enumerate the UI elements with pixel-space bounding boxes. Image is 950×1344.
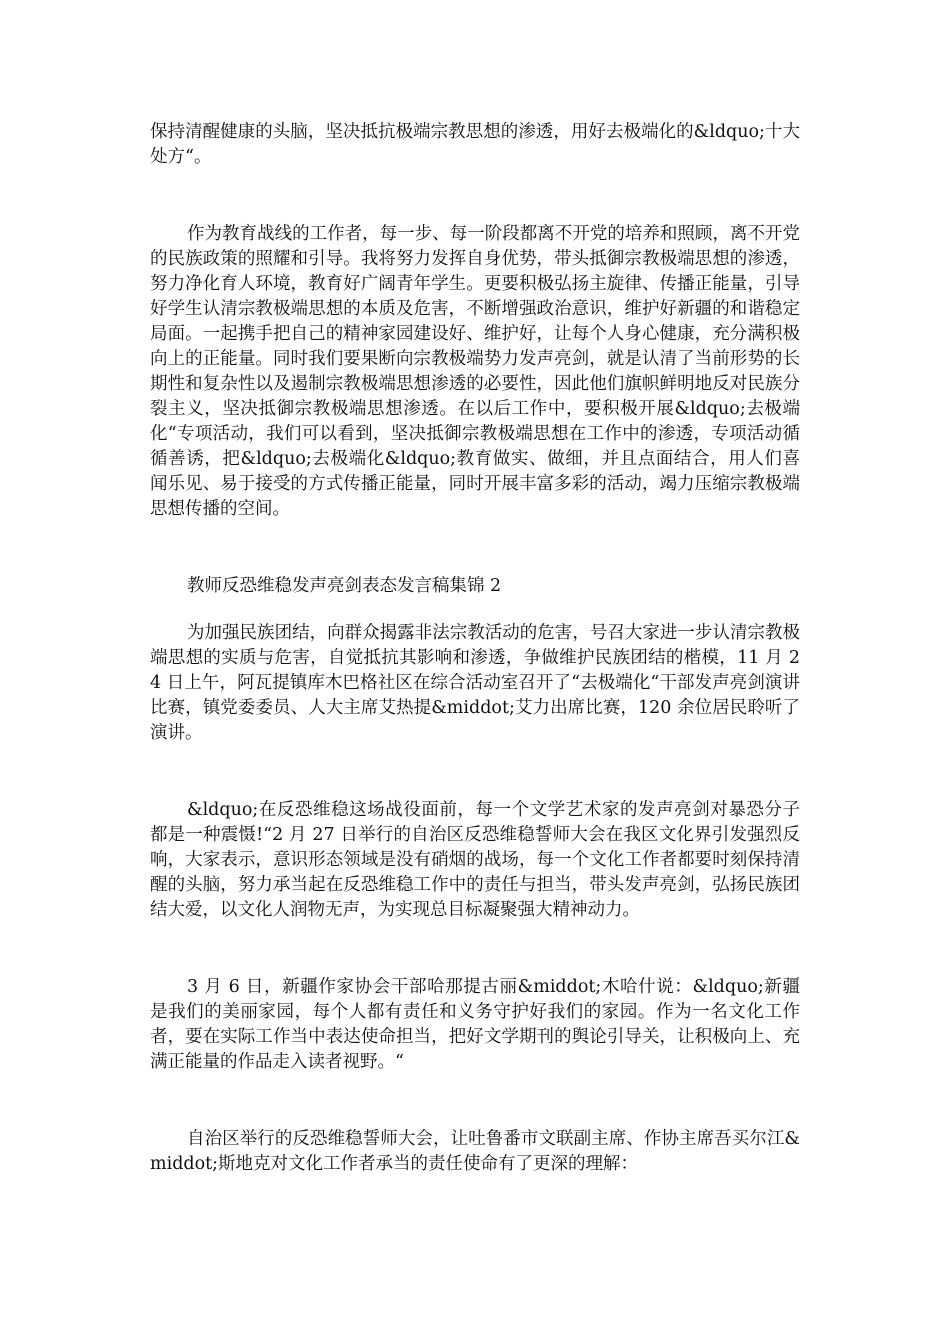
paragraph-2: 作为教育战线的工作者，每一步、每一阶段都离不开党的培养和照顾，离不开党的民族政策的照耀和引导。我将努力发挥自身优势，带头抵御宗教极端思想的渗透，努力净化育人环境，教育好广阔青年学生。更要积极弘扬主旋律、传播正能量，引导好学生认清宗教极端思想的本质及危害，不断增强政治意识，维护好新疆的和谐稳定局面。一起携手把自己的精神家园建设好、维护好，让每个人身心健康，充分满积极向上的正能量。同时我们要果断向宗教极端势力发声亮剑，就是认清了当前形势的长期性和复杂性以及遏制宗教极端思想渗透的必要性，因此他们旗帜鲜明地反对民族分裂主义，坚决抵御宗教极端思想渗透。在以后工作中，要积极开展&ldquo;去极端化“专项活动，我们可以看到，坚决抵御宗教极端思想在工作中的渗透，专项活动循循善诱，把&ldquo;去极端化&ldquo;教育做实、做细，并且点面结合，用人们喜闻乐见、易于接受的方式传播正能量，同时开展丰富多彩的活动，竭力压缩宗教极端思想传播的空间。 xyxy=(150,224,800,519)
paragraph-3: 为加强民族团结，向群众揭露非法宗教活动的危害，号召大家进一步认清宗教极端思想的实质与危害，自觉抵抗其影响和渗透，争做维护民族团结的楷模，11 月 24 日上午，阿瓦提镇库木巴格社区在综合活动室召开了“去极端化“干部发声亮剑演讲比赛，镇党委委员、人大主席艾热提&middot;艾力出席比赛，120 余位居民聆听了演讲。 xyxy=(150,623,800,743)
paragraph-5: 3 月 6 日，新疆作家协会干部哈那提古丽&middot;木哈什说：&ldquo;新疆是我们的美丽家园，每个人都有责任和义务守护好我们的家园。作为一名文化工作者，要在实际工作当中表达使命担当，把好文学期刊的舆论引导关，让积极向上、充满正能量的作品走入读者视野。“ xyxy=(150,977,800,1072)
paragraph-4: &ldquo;在反恐维稳这场战役面前，每一个文学艺术家的发声亮剑对暴恐分子都是一种震慑!“2 月 27 日举行的自治区反恐维稳誓师大会在我区文化界引发强烈反响，大家表示，意识形态领域是没有硝烟的战场，每一个文化工作者都要时刻保持清醒的头脑，努力承当起在反恐维稳工作中的责任与担当，带头发声亮剑，弘扬民族团结大爱，以文化人润物无声，为实现总目标凝聚强大精神动力。 xyxy=(150,800,800,920)
document-page xyxy=(150,120,800,1177)
paragraph-1: 保持清醒健康的头脑，坚决抵抗极端宗教思想的渗透，用好去极端化的&ldquo;十大处方“。 xyxy=(150,122,800,167)
section-heading: 教师反恐维稳发声亮剑表态发言稿集锦 2 xyxy=(187,576,502,596)
paragraph-6: 自治区举行的反恐维稳誓师大会，让吐鲁番市文联副主席、作协主席吾买尔江&middot;斯地克对文化工作者承当的责任使命有了更深的理解： xyxy=(150,1129,800,1174)
